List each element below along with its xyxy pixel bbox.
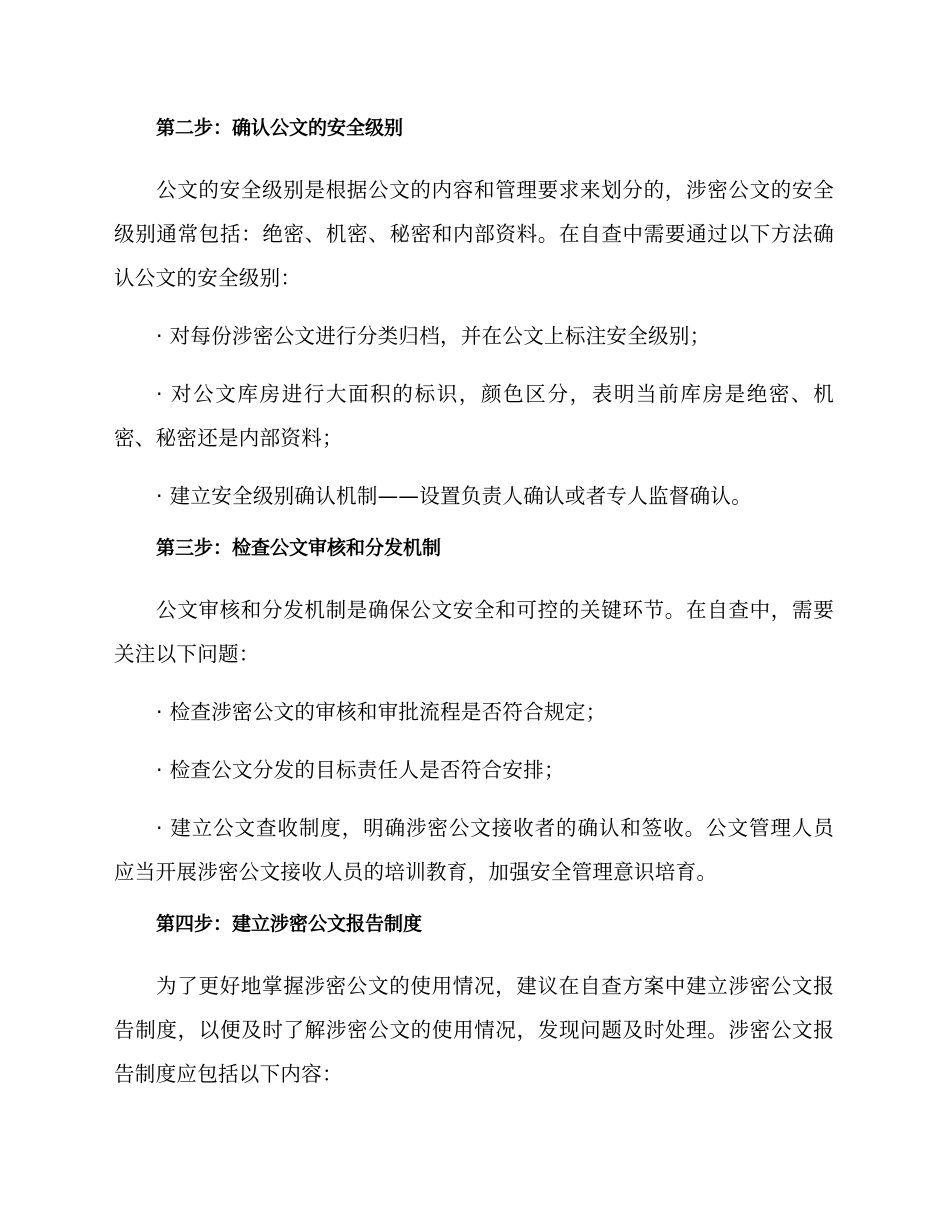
document-body [114, 112, 834, 1110]
bullet-item: · 建立安全级别确认机制——设置负责人确认或者专人监督确认。 [156, 484, 753, 508]
section-paragraph-step-2: 公文的安全级别是根据公文的内容和管理要求来划分的，涉密公文的安全级别通常包括：绝密、机密、秘密和内部资料。在自查中需要通过以下方法确认公文的安全级别： [114, 178, 834, 290]
bullet-item: · 检查公文分发的目标责任人是否符合安排； [156, 758, 565, 782]
section-heading-step-2: 第二步：确认公文的安全级别 [156, 117, 404, 139]
bullet-item: · 对公文库房进行大面积的标识，颜色区分，表明当前库房是绝密、机密、秘密还是内部资料； [114, 382, 834, 450]
section-heading-step-3: 第三步：检查公文审核和分发机制 [156, 537, 442, 559]
section-paragraph-step-4: 为了更好地掌握涉密公文的使用情况，建议在自查方案中建立涉密公文报告制度，以便及时了解涉密公文的使用情况，发现问题及时处理。涉密公文报告制度应包括以下内容： [114, 974, 834, 1086]
section-heading-step-4: 第四步：建立涉密公文报告制度 [156, 913, 423, 935]
bullet-item: · 建立公文查收制度，明确涉密公文接收者的确认和签收。公文管理人员应当开展涉密公文接收人员的培训教育，加强安全管理意识培育。 [114, 816, 834, 884]
bullet-item: · 对每份涉密公文进行分类归档，并在公文上标注安全级别； [156, 324, 711, 348]
bullet-item: · 检查涉密公文的审核和审批流程是否符合规定； [156, 700, 607, 724]
section-paragraph-step-3: 公文审核和分发机制是确保公文安全和可控的关键环节。在自查中，需要关注以下问题： [114, 598, 834, 666]
